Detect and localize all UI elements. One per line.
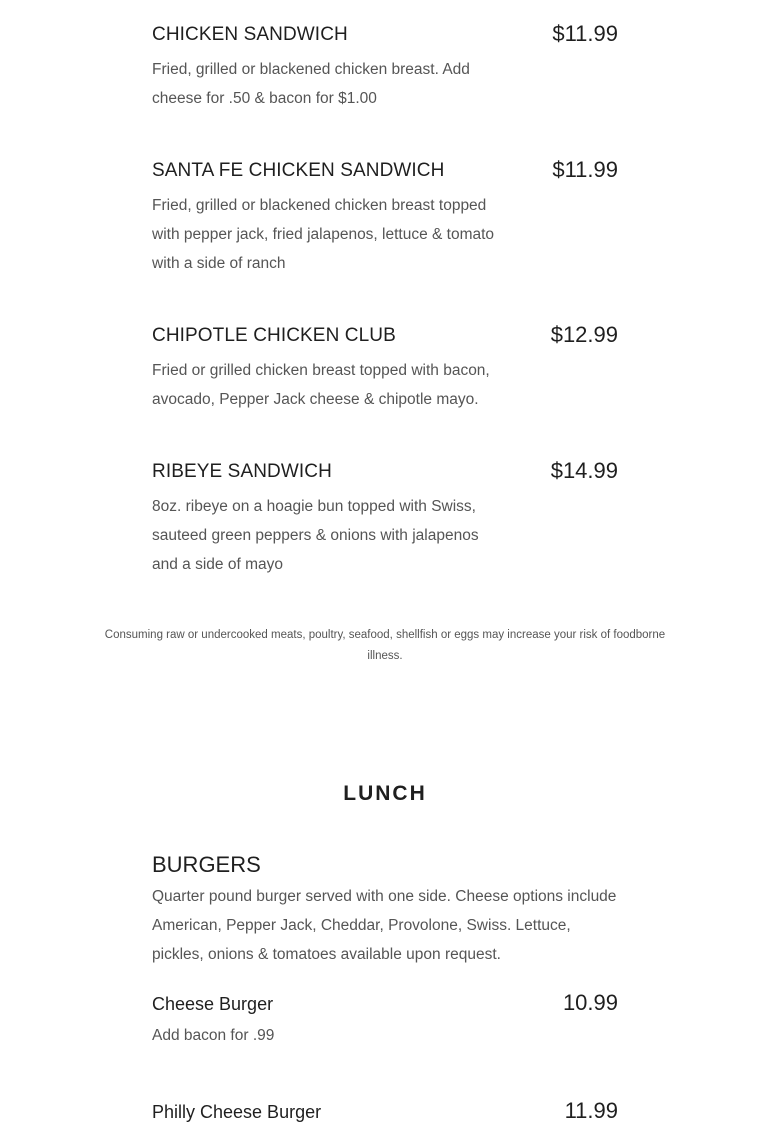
menu-item-santa-fe-chicken-sandwich [152, 158, 618, 278]
category-burgers [152, 850, 622, 969]
menu-item-description: Fried or grilled chicken breast topped with bacon, avocado, Pepper Jack cheese & chipotle mayo. [152, 362, 490, 408]
menu-item-header [152, 158, 618, 186]
menu-item-header [152, 323, 618, 351]
menu-item-name: SANTA FE CHICKEN SANDWICH [152, 160, 445, 181]
menu-item-name: CHICKEN SANDWICH [152, 24, 348, 45]
menu-item-header [152, 22, 618, 50]
menu-item-price: $11.99 [552, 157, 618, 182]
category-description: Quarter pound burger served with one side. Cheese options include American, Pepper Jack, Cheddar, Provolone, Swiss. Lettuce, pickles, onions & tomatoes available upon request. [152, 888, 617, 963]
menu-item-price: 10.99 [562, 990, 618, 1015]
menu-item-description: 8oz. ribeye on a hoagie bun topped with Swiss, sauteed green peppers & onions with jalapenos and a side of mayo [152, 498, 479, 573]
section-title-lunch: LUNCH [343, 782, 427, 805]
menu-item-name: CHIPOTLE CHICKEN CLUB [152, 325, 396, 346]
menu-item-description: Add bacon for .99 [152, 1027, 275, 1044]
menu-item-header [152, 459, 618, 487]
menu-item-chicken-sandwich [152, 22, 618, 113]
menu-item-ribeye-sandwich [152, 459, 618, 579]
menu-item-name: RIBEYE SANDWICH [152, 461, 332, 482]
menu-item-name: Philly Cheese Burger [152, 1102, 322, 1122]
menu-item-description: Fried, grilled or blackened chicken breast topped with pepper jack, fried jalapenos, lettuce & tomato with a side of ranch [152, 197, 495, 272]
menu-item-price: $14.99 [550, 458, 618, 483]
food-safety-disclaimer: Consuming raw or undercooked meats, poultry, seafood, shellfish or eggs may increase your risk of foodborne illness. [104, 629, 666, 662]
category-title: BURGERS [152, 852, 261, 877]
menu-item-description: Fried, grilled or blackened chicken breast. Add cheese for .50 & bacon for $1.00 [152, 61, 470, 107]
menu-item-price: $12.99 [550, 322, 618, 347]
menu-item-price: 11.99 [564, 1098, 618, 1123]
menu-item-chipotle-chicken-club [152, 323, 618, 414]
menu-item-price: $11.99 [552, 21, 618, 46]
menu-item-name: Cheese Burger [152, 994, 274, 1014]
